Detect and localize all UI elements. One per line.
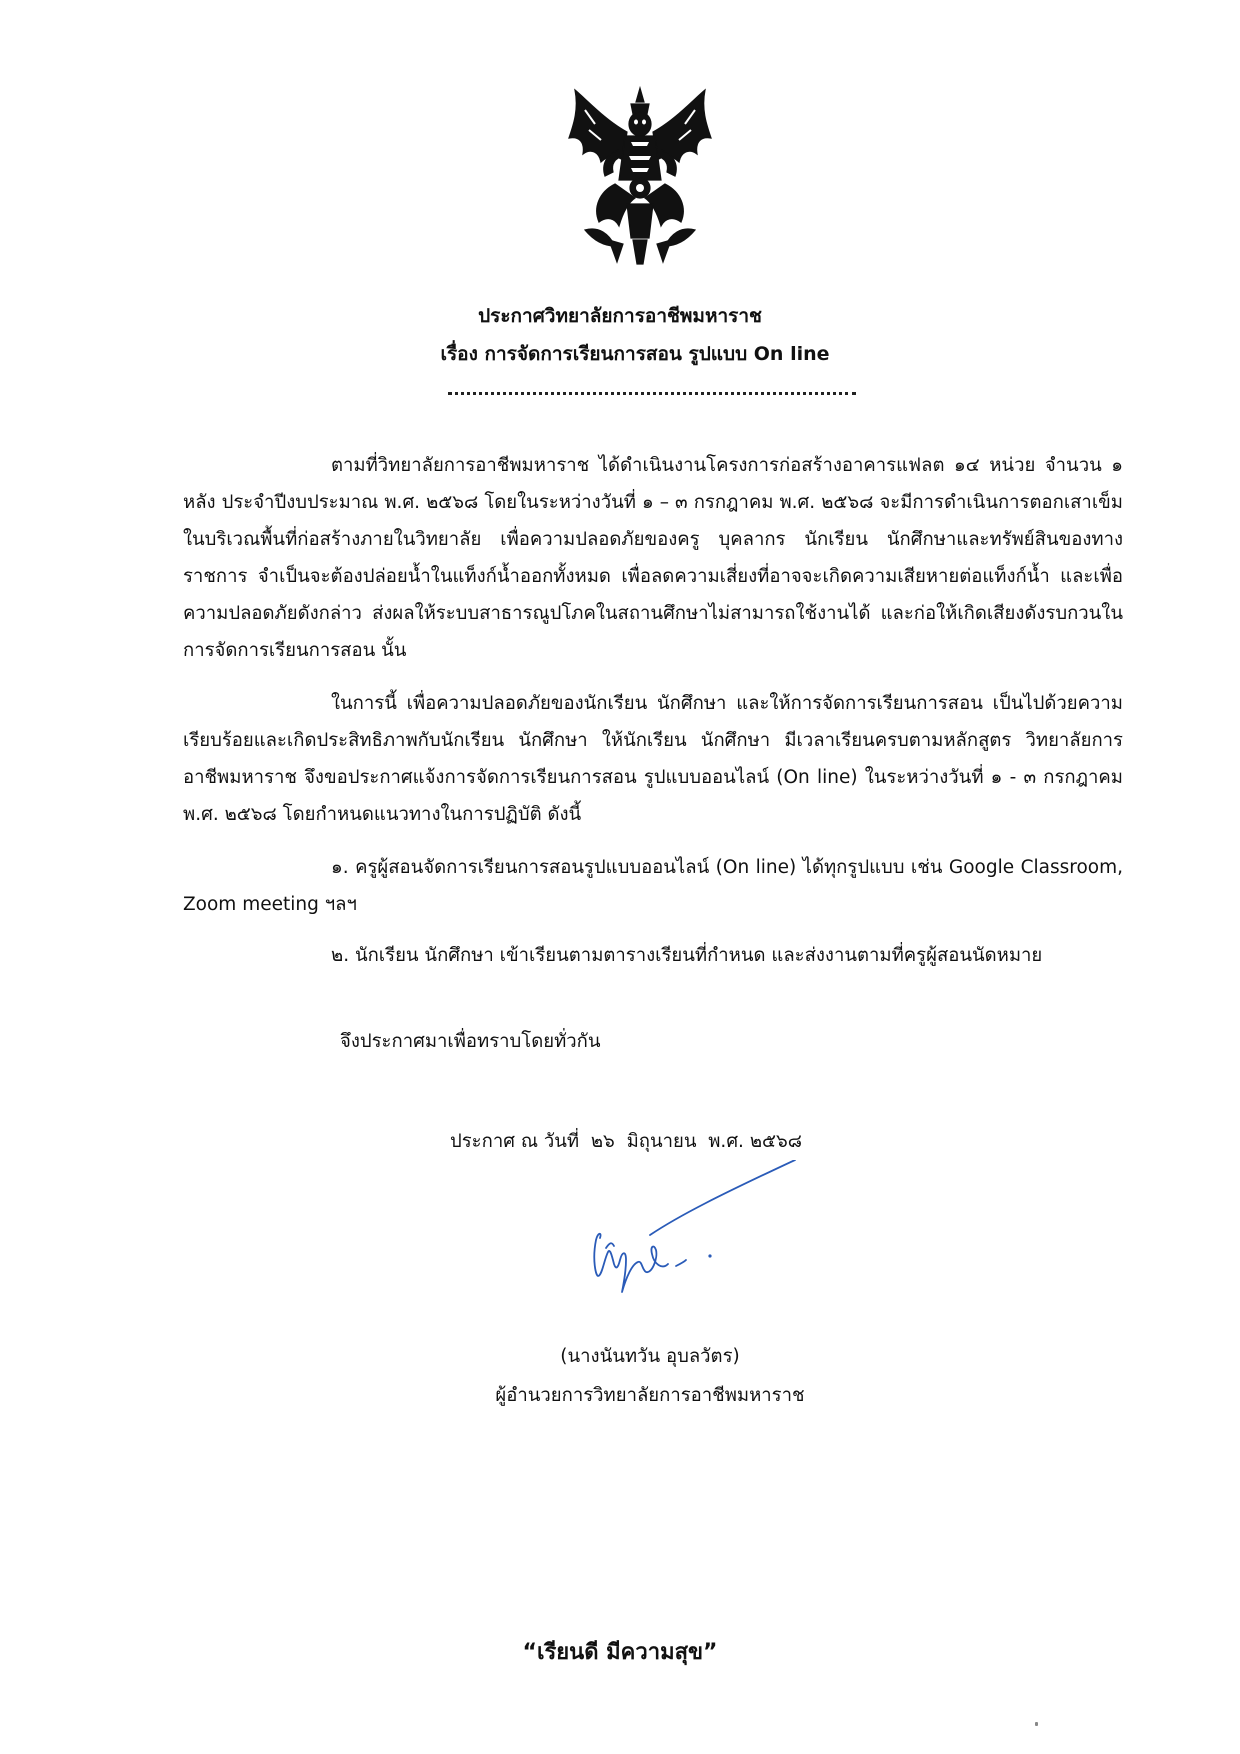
- scan-speck: [1035, 1722, 1038, 1726]
- paragraph-announcement: ในการนี้ เพื่อความปลอดภัยของนักเรียน นักศึกษา และให้การจัดการเรียนการสอน เป็นไปด้วยความเรียบร้อยและเกิดประสิทธิภาพกับนักเรียน นักศึกษา ให้นักเรียน นักศึกษา มีเวลาเรียนครบตามหลักสูตร วิทยาลัยการอาชีพมหาราช จึงขอประกาศแจ้งการจัดการเรียนการสอน รูปแบบออนไลน์ (On line) ในระหว่างวันที่ ๑ - ๓ กรกฎาคม พ.ศ. ๒๕๖๘ โดยกำหนดแนวทางในการปฏิบัติ ดังนี้: [183, 693, 1123, 825]
- closing-statement: จึงประกาศมาเพื่อทราบโดยทั่วกัน: [340, 1031, 601, 1052]
- announcement-title: [0, 297, 1240, 373]
- title-line-college: ประกาศวิทยาลัยการอาชีพมหาราช: [478, 305, 762, 327]
- list-item-student-attendance: ๒. นักเรียน นักศึกษา เข้าเรียนตามตารางเรียนที่กำหนด และส่งงานตามที่ครูผู้สอนนัดหมาย: [331, 945, 1043, 966]
- title-line-subject: เรื่อง การจัดการเรียนการสอน รูปแบบ On line: [440, 343, 830, 365]
- announcement-date: ประกาศ ณ วันที่ ๒๖ มิถุนายน พ.ศ. ๒๕๖๘: [450, 1131, 803, 1152]
- garuda-emblem-icon: [565, 80, 715, 270]
- title-divider: [448, 392, 856, 395]
- handwritten-signature: [590, 1160, 810, 1300]
- paragraph-background: ตามที่วิทยาลัยการอาชีพมหาราช ได้ดำเนินงานโครงการก่อสร้างอาคารแฟลต ๑๔ หน่วย จำนวน ๑ หลัง ประจำปีงบประมาณ พ.ศ. ๒๕๖๘ โดยในระหว่างวันที่ ๑ – ๓ กรกฎาคม พ.ศ. ๒๕๖๘ จะมีการดำเนินการตอกเสาเข็มในบริเวณพื้นที่ก่อสร้างภายในวิทยาลัย เพื่อความปลอดภัยของครู บุคลากร นักเรียน นักศึกษาและทรัพย์สินของทางราชการ จำเป็นจะต้องปล่อยน้ำในแท็งก์น้ำออกทั้งหมด เพื่อลดความเสี่ยงที่อาจจะเกิดความเสียหายต่อแท็งก์น้ำ และเพื่อความปลอดภัยดังกล่าว ส่งผลให้ระบบสาธารณูปโภคในสถานศึกษาไม่สามารถใช้งานได้ และก่อให้เกิดเสียงดังรบกวนในการจัดการเรียนการสอน นั้น: [183, 455, 1123, 661]
- list-item-online-teaching: ๑. ครูผู้สอนจัดการเรียนการสอนรูปแบบออนไลน์ (On line) ได้ทุกรูปแบบ เช่น Google Classroom, Zoom meeting ฯลฯ: [183, 857, 1123, 915]
- college-slogan: “เรียนดี มีความสุข”: [522, 1640, 718, 1665]
- signer-position: ผู้อำนวยการวิทยาลัยการอาชีพมหาราช: [495, 1385, 805, 1406]
- signer-name: (นางนันทวัน อุบลวัตร): [560, 1346, 740, 1367]
